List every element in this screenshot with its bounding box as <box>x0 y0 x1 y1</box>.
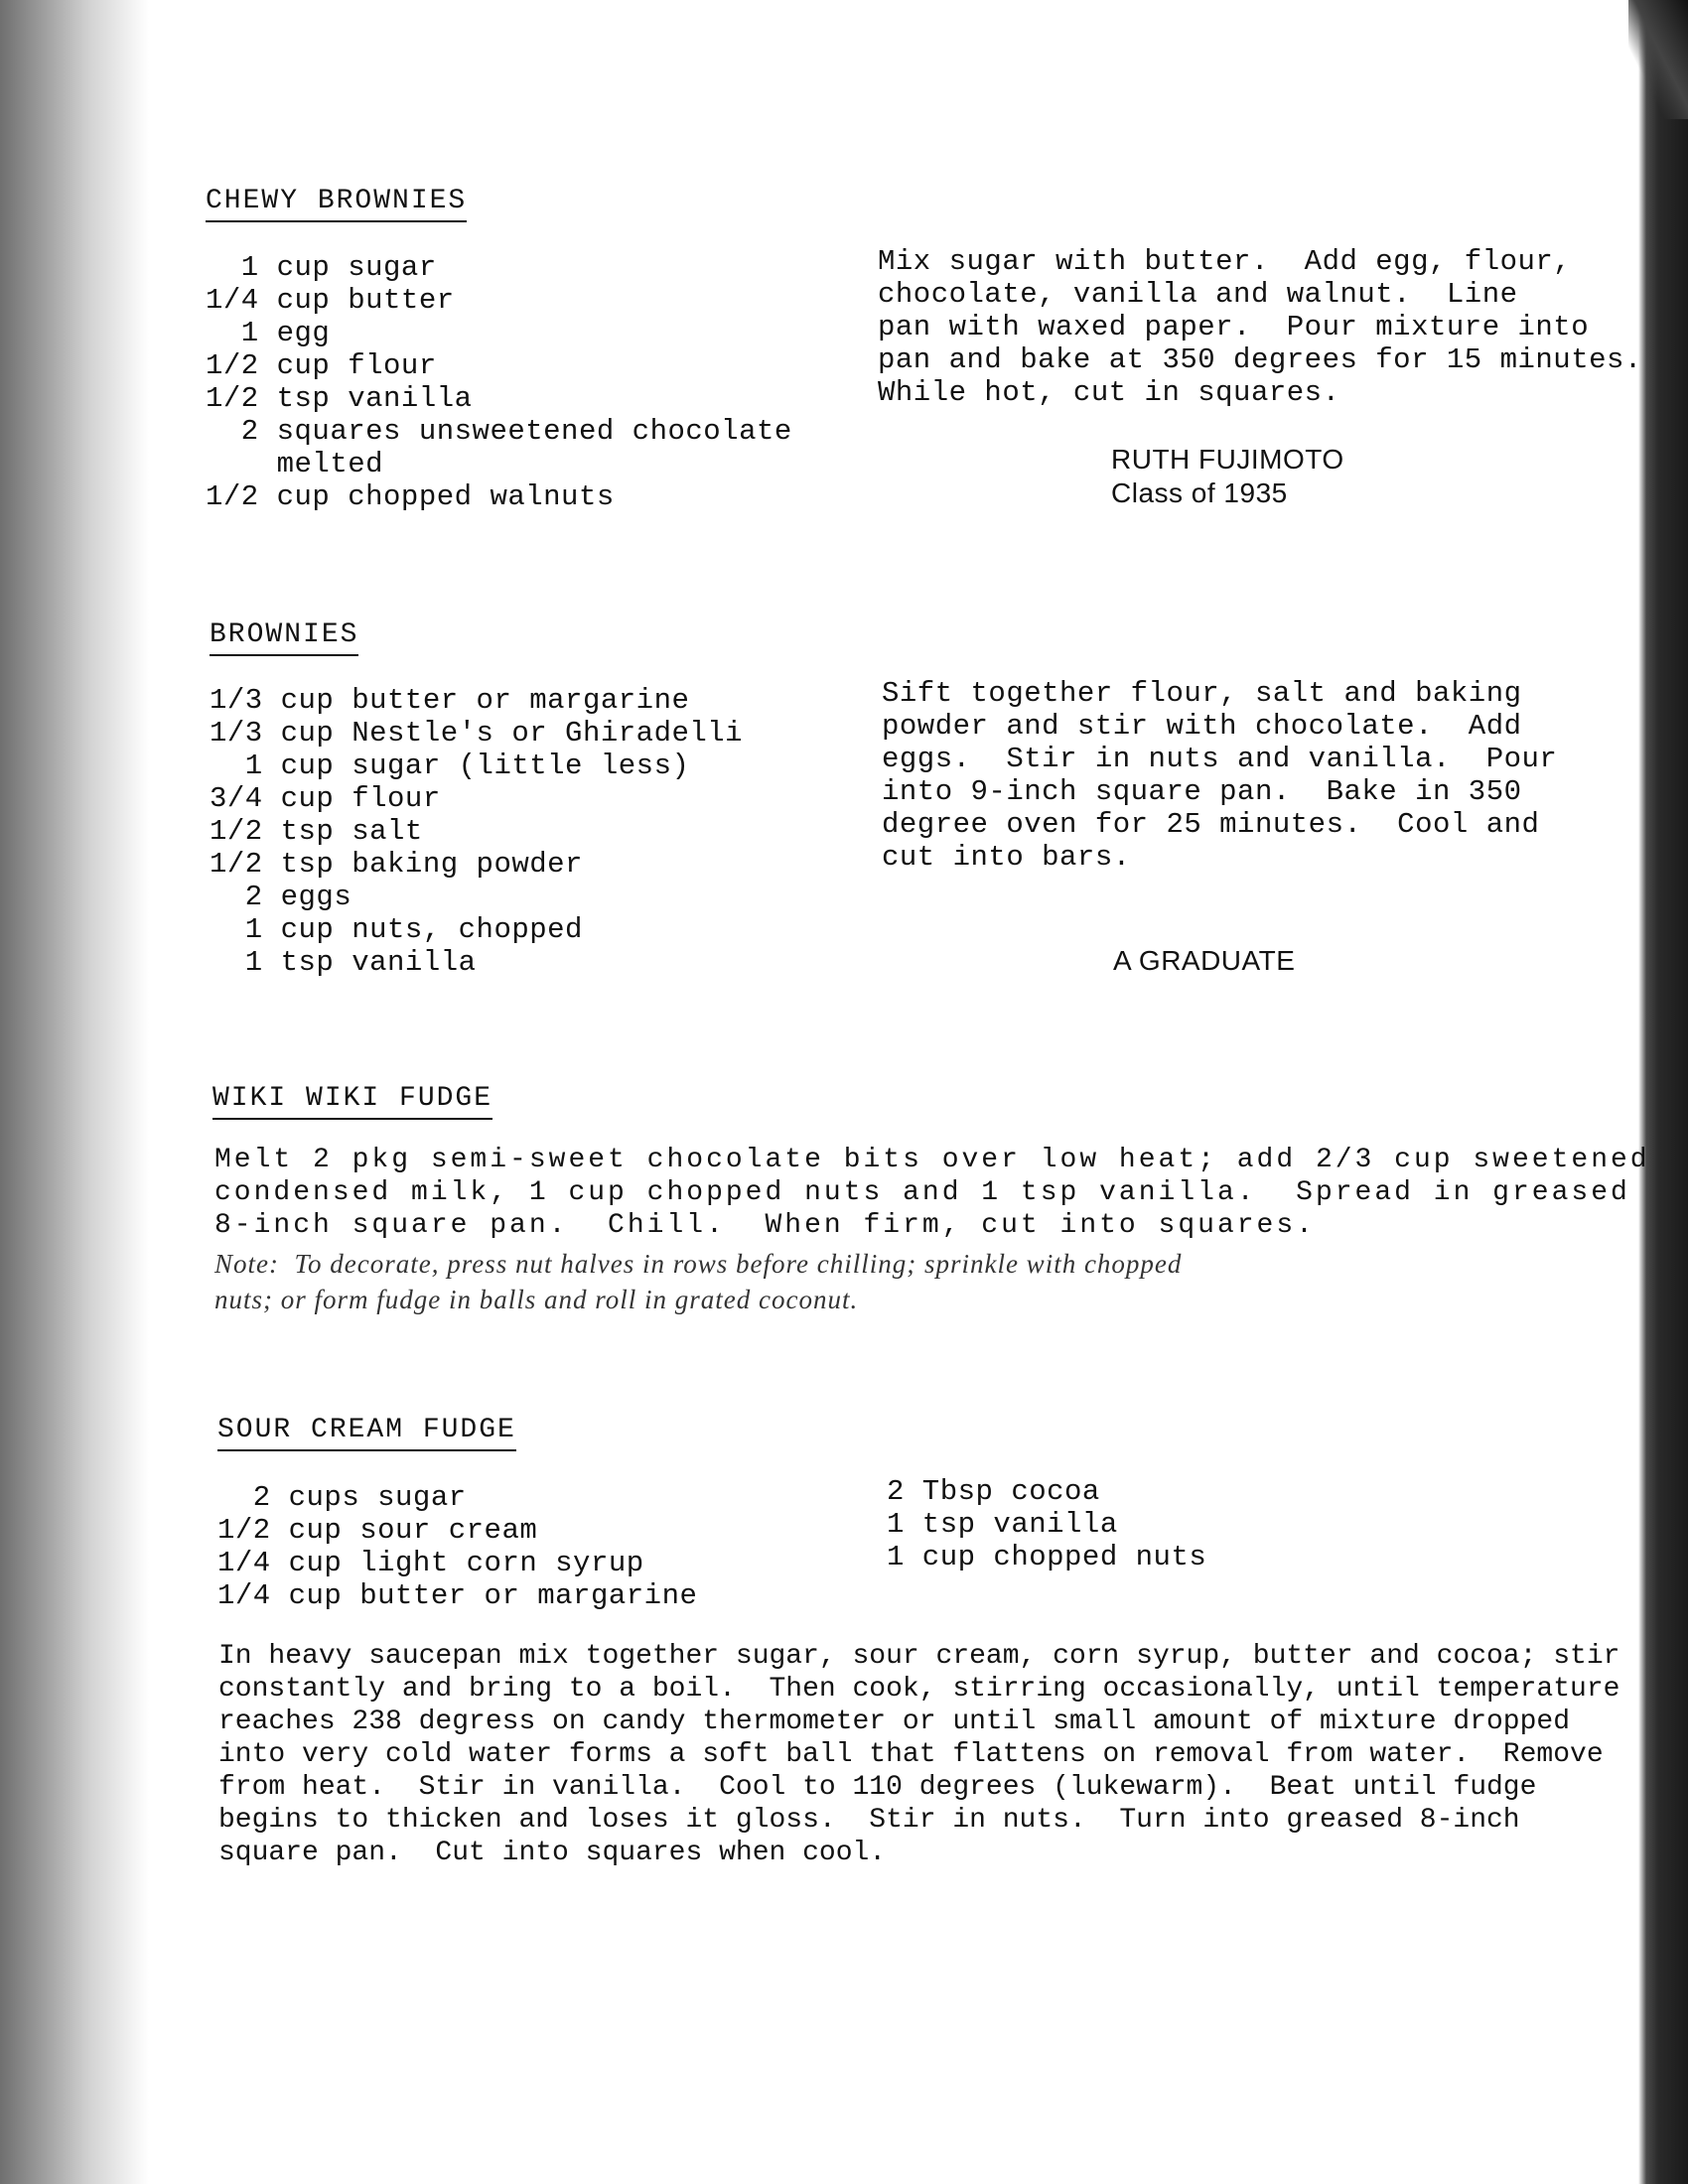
recipe-title-sour-cream-fudge: SOUR CREAM FUDGE <box>217 1414 516 1451</box>
directions-wiki-wiki-fudge: Melt 2 pkg semi-sweet chocolate bits over low heat; add 2/3 cup sweetened condensed milk, 1 cup chopped nuts and 1 tsp vanilla. Spread in greased 8-inch square pan. Chill. When firm, cut into squares. <box>214 1145 1650 1241</box>
ingredients-right-sour-cream-fudge: 2 Tbsp cocoa 1 tsp vanilla 1 cup chopped nuts <box>887 1475 1207 1573</box>
ingredients-left-sour-cream-fudge: 2 cups sugar 1/2 cup sour cream 1/4 cup light corn syrup 1/4 cup butter or margarine <box>217 1481 698 1612</box>
directions-sour-cream-fudge: In heavy saucepan mix together sugar, sour cream, corn syrup, butter and cocoa; stir constantly and bring to a boil. Then cook, stirring occasionally, until temperature reaches 238 degress on candy thermometer or until small amount of mixture dropped into very cold water forms a soft ball that flattens on removal from water. Remove from heat. Stir in vanilla. Cool to 110 degrees (lukewarm). Beat until fudge begins to thicken and loses it gloss. Stir in nuts. Turn into greased 8-inch square pan. Cut into squares when cool. <box>218 1641 1620 1868</box>
scan-corner-shadow <box>1628 0 1688 119</box>
author-name-brownies: A GRADUATE <box>1113 945 1296 976</box>
ingredients-chewy-brownies: 1 cup sugar 1/4 cup butter 1 egg 1/2 cup flour 1/2 tsp vanilla 2 squares unsweetened chocolate melted 1/2 cup chopped walnuts <box>206 251 792 513</box>
author-name-chewy-brownies: RUTH FUJIMOTO <box>1111 444 1344 475</box>
recipe-title-wiki-wiki-fudge: WIKI WIKI FUDGE <box>212 1082 492 1120</box>
ingredients-brownies: 1/3 cup butter or margarine 1/3 cup Nestle's or Ghiradelli 1 cup sugar (little less) 3/4 cup flour 1/2 tsp salt 1/2 tsp baking powder 2 eggs 1 cup nuts, chopped 1 tsp vanilla <box>210 684 744 979</box>
note-wiki-wiki-fudge: Note: To decorate, press nut halves in rows before chilling; sprinkle with chopped nuts; or form fudge in balls and roll in grated coconut. <box>214 1249 1183 1314</box>
author-class-chewy-brownies: Class of 1935 <box>1111 478 1288 508</box>
scan-shadow-right <box>1638 0 1688 2184</box>
scan-shadow-left <box>0 0 149 2184</box>
directions-chewy-brownies: Mix sugar with butter. Add egg, flour, chocolate, vanilla and walnut. Line pan with waxed paper. Pour mixture into pan and bake at 350 degrees for 15 minutes. While hot, cut in squares. <box>878 245 1642 409</box>
directions-brownies: Sift together flour, salt and baking powder and stir with chocolate. Add eggs. Stir in nuts and vanilla. Pour into 9-inch square pan. Bake in 350 degree oven for 25 minutes. Cool and cut into bars. <box>882 677 1558 874</box>
recipe-title-brownies: BROWNIES <box>210 618 358 656</box>
recipe-title-chewy-brownies: CHEWY BROWNIES <box>206 185 467 222</box>
